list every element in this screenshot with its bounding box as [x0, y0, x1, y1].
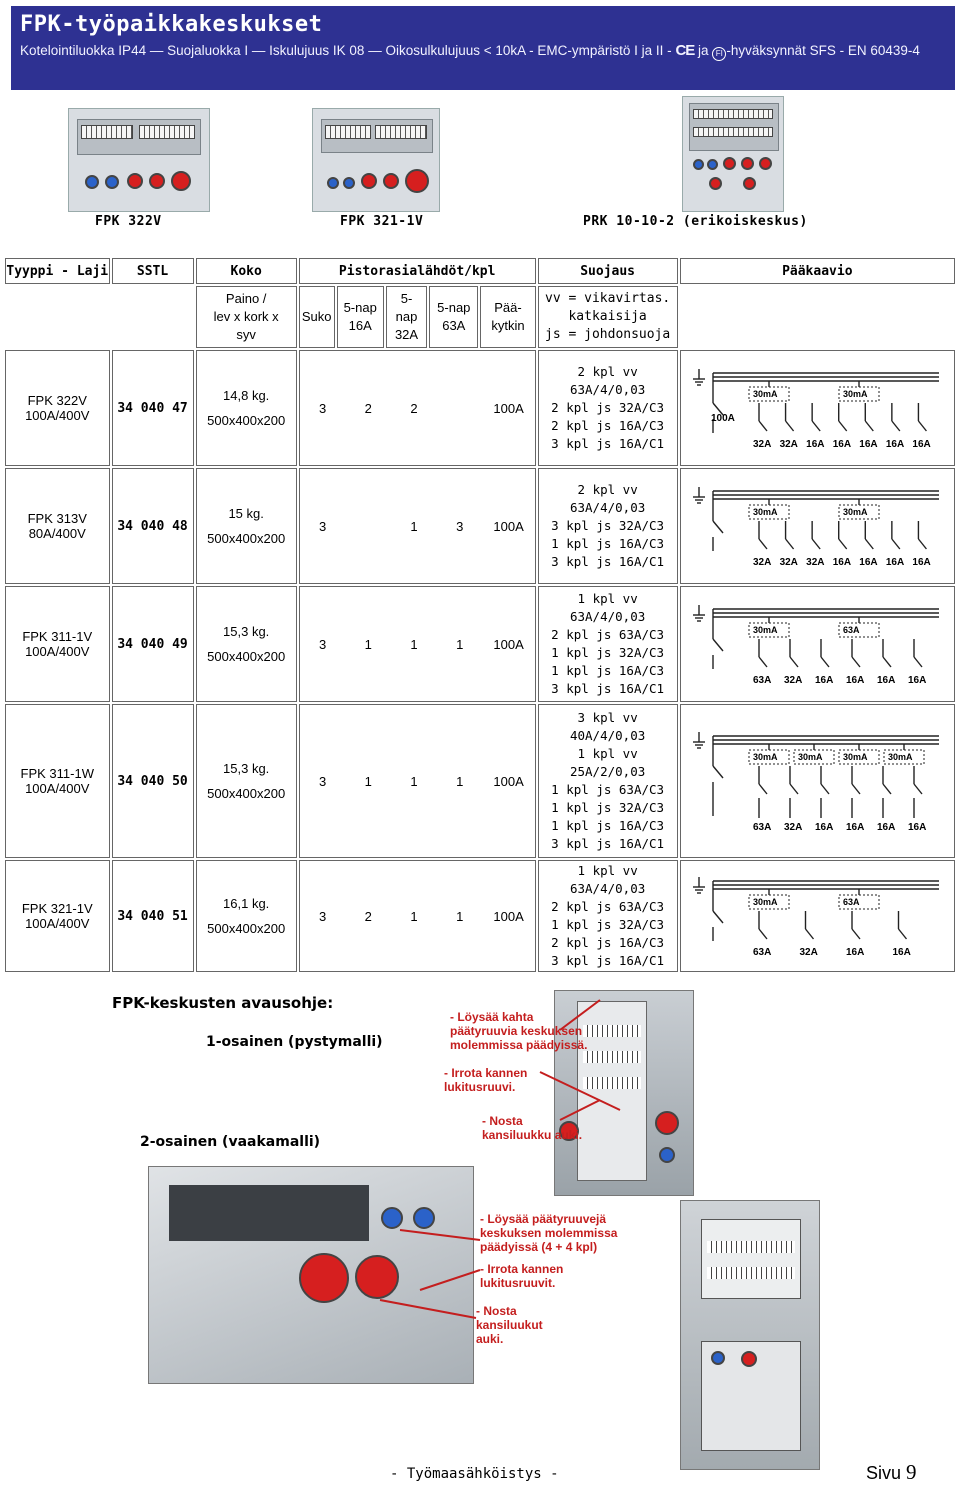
- socket-p32: 1: [410, 773, 418, 789]
- cell-size: 15,3 kg. 500x400x200: [196, 704, 297, 858]
- rcd-label: 30mA: [753, 625, 778, 635]
- subheader-63a: 5-nap 63A: [429, 286, 478, 348]
- rcd-label: 30mA: [798, 752, 823, 762]
- output-label: 16A: [815, 675, 834, 686]
- cell-protection: 2 kpl vv 63A/4/0,03 3 kpl js 32A/C3 1 kpl js 16A/C3 3 kpl js 16A/C1: [538, 468, 678, 584]
- vertical-model-label: 1-osainen (pystymalli): [206, 1034, 383, 1050]
- note-vertical-2: - Irrota kannen lukitusruuvi.: [444, 1066, 528, 1094]
- output-label: 16A: [846, 675, 865, 686]
- rcd-label: 30mA: [753, 507, 778, 517]
- header-sockets: Pistorasialähdöt/kpl: [299, 258, 536, 284]
- socket-p16: 2: [364, 400, 372, 416]
- cell-protection: 3 kpl vv 40A/4/0,03 1 kpl vv 25A/2/0,03 1 kpl js 63A/C3 1 kpl js 32A/C3 1 kpl js 16A/C3 3 kpl js 16A/C1: [538, 704, 678, 858]
- horizontal-model-label: 2-osainen (vaakamalli): [140, 1134, 321, 1150]
- output-label: 16A: [912, 557, 932, 568]
- output-label: 16A: [846, 947, 865, 958]
- rcd-label: 30mA: [753, 752, 778, 762]
- output-label: 32A: [753, 439, 772, 450]
- header-sstl: SSTL: [112, 258, 194, 284]
- header-diagram: Pääkaavio: [680, 258, 955, 284]
- socket-p63: 3: [456, 518, 464, 534]
- subheader-16a: 5-nap 16A: [337, 286, 384, 348]
- cell-sstl: 34 040 47: [112, 350, 194, 466]
- output-label: 16A: [859, 557, 878, 568]
- output-label: 16A: [846, 822, 865, 833]
- socket-main: 100A: [493, 518, 524, 534]
- product-caption: PRK 10-10-2 (erikoiskeskus): [583, 214, 808, 229]
- socket-main: 100A: [493, 400, 524, 416]
- page-title: FPK-työpaikkakeskukset: [20, 12, 323, 37]
- socket-suko: 3: [318, 400, 327, 416]
- cell-type: FPK 313V 80A/400V: [5, 468, 110, 584]
- socket-p32: 1: [410, 908, 418, 924]
- product-caption: FPK 321-1V: [340, 214, 424, 229]
- rcd-label: 30mA: [888, 752, 913, 762]
- ce-mark-icon: CE: [675, 42, 695, 59]
- socket-main: 100A: [493, 908, 524, 924]
- note-horizontal-2: - Irrota kannen lukitusruuvit.: [480, 1262, 564, 1290]
- socket-p16: 1: [364, 773, 372, 789]
- rcd-label: 30mA: [843, 389, 868, 399]
- output-label: 32A: [779, 557, 799, 568]
- cell-type: FPK 311-1V 100A/400V: [5, 586, 110, 702]
- note-horizontal-1: - Löysää päätyruuvejä keskuksen molemmissa päädyissä (4 + 4 kpl): [480, 1212, 618, 1254]
- rcd-label: 30mA: [753, 389, 778, 399]
- output-label: 63A: [753, 675, 772, 686]
- socket-p32: 1: [410, 518, 418, 534]
- cell-size: 15 kg. 500x400x200: [196, 468, 297, 584]
- output-label: 16A: [833, 439, 852, 450]
- cell-size: 15,3 kg. 500x400x200: [196, 586, 297, 702]
- output-label: 63A: [753, 822, 772, 833]
- header-size: Koko: [196, 258, 297, 284]
- output-label: 16A: [886, 557, 905, 568]
- output-label: 63A: [753, 947, 772, 958]
- socket-suko: 3: [318, 518, 327, 534]
- rcd-label: 63A: [843, 897, 860, 907]
- output-label: 32A: [753, 557, 772, 568]
- cell-type: FPK 321-1V 100A/400V: [5, 860, 110, 972]
- output-label: 16A: [833, 557, 852, 568]
- output-label: 32A: [784, 822, 803, 833]
- rcd-label: 30mA: [753, 897, 778, 907]
- socket-p32: 1: [410, 636, 418, 652]
- output-label: 16A: [908, 675, 927, 686]
- socket-main: 100A: [493, 636, 524, 652]
- output-label: 16A: [815, 822, 834, 833]
- rcd-label: 30mA: [843, 507, 868, 517]
- footer-text: - Työmaasähköistys -: [390, 1466, 559, 1482]
- output-label: 16A: [859, 439, 878, 450]
- header-protection: Suojaus: [538, 258, 678, 284]
- output-label: 32A: [784, 675, 803, 686]
- socket-p16: 1: [364, 636, 372, 652]
- output-label: 16A: [912, 439, 932, 450]
- output-label: 16A: [877, 822, 896, 833]
- output-label: 32A: [806, 557, 825, 568]
- cell-protection: 2 kpl vv 63A/4/0,03 2 kpl js 32A/C3 2 kpl js 16A/C3 3 kpl js 16A/C1: [538, 350, 678, 466]
- rcd-label: 63A: [843, 625, 860, 635]
- subheader-legend: vv = vikavirtas. katkaisija js = johdonsuoja: [538, 286, 678, 348]
- output-label: 16A: [886, 439, 905, 450]
- output-label: 16A: [908, 822, 927, 833]
- cell-sstl: 34 040 50: [112, 704, 194, 858]
- product-caption: FPK 322V: [95, 214, 162, 229]
- note-vertical-3: - Nosta kansiluukku auki.: [482, 1114, 583, 1142]
- subheader-suko: Suko: [299, 286, 335, 348]
- socket-main: 100A: [493, 773, 524, 789]
- output-label: 32A: [779, 439, 799, 450]
- header-subtitle: Kotelointiluokka IP44 — Suojaluokka I — Iskulujuus IK 08 — Oikosulkulujuus < 10kA - EMC-ympäristö I ja II - CE ja FI -hyväksynnät SFS - EN 60439-4: [20, 42, 920, 59]
- output-label: 16A: [892, 947, 912, 958]
- cell-protection: 1 kpl vv 63A/4/0,03 2 kpl js 63A/C3 1 kpl js 32A/C3 2 kpl js 16A/C3 3 kpl js 16A/C1: [538, 860, 678, 972]
- instructions-title: FPK-keskusten avausohje:: [112, 994, 334, 1012]
- subheader-main-switch: Pää- kytkin: [480, 286, 535, 348]
- output-label: 16A: [877, 675, 896, 686]
- socket-suko: 3: [318, 908, 327, 924]
- cell-sstl: 34 040 49: [112, 586, 194, 702]
- page-number: Sivu 9: [866, 1460, 917, 1484]
- socket-suko: 3: [318, 773, 327, 789]
- note-horizontal-3: - Nosta kansiluukut auki.: [476, 1304, 543, 1346]
- cell-protection: 1 kpl vv 63A/4/0,03 2 kpl js 63A/C3 1 kpl js 32A/C3 1 kpl js 16A/C3 3 kpl js 16A/C1: [538, 586, 678, 702]
- output-label: 32A: [799, 947, 819, 958]
- cell-type: FPK 311-1W 100A/400V: [5, 704, 110, 858]
- socket-p63: 1: [456, 636, 464, 652]
- cell-type: FPK 322V 100A/400V: [5, 350, 110, 466]
- socket-p32: 2: [410, 400, 418, 416]
- subheader-32a: 5- nap 32A: [386, 286, 427, 348]
- socket-p63: 1: [456, 773, 464, 789]
- header-type: Tyyppi - Laji: [5, 258, 110, 284]
- socket-suko: 3: [318, 636, 327, 652]
- socket-p63: 1: [456, 908, 464, 924]
- cell-size: 14,8 kg. 500x400x200: [196, 350, 297, 466]
- fi-mark-icon: FI: [712, 47, 726, 61]
- subheader-size: Paino / lev x kork x syv: [196, 286, 297, 348]
- cell-size: 16,1 kg. 500x400x200: [196, 860, 297, 972]
- socket-p16: 2: [364, 908, 372, 924]
- cell-sstl: 34 040 51: [112, 860, 194, 972]
- output-label: 16A: [806, 439, 825, 450]
- rcd-label: 30mA: [843, 752, 868, 762]
- diagram-main-label: 100A: [711, 413, 736, 424]
- cell-sstl: 34 040 48: [112, 468, 194, 584]
- note-vertical-1: - Löysää kahta päätyruuvia keskuksen molemmissa päädyissä.: [450, 1010, 588, 1052]
